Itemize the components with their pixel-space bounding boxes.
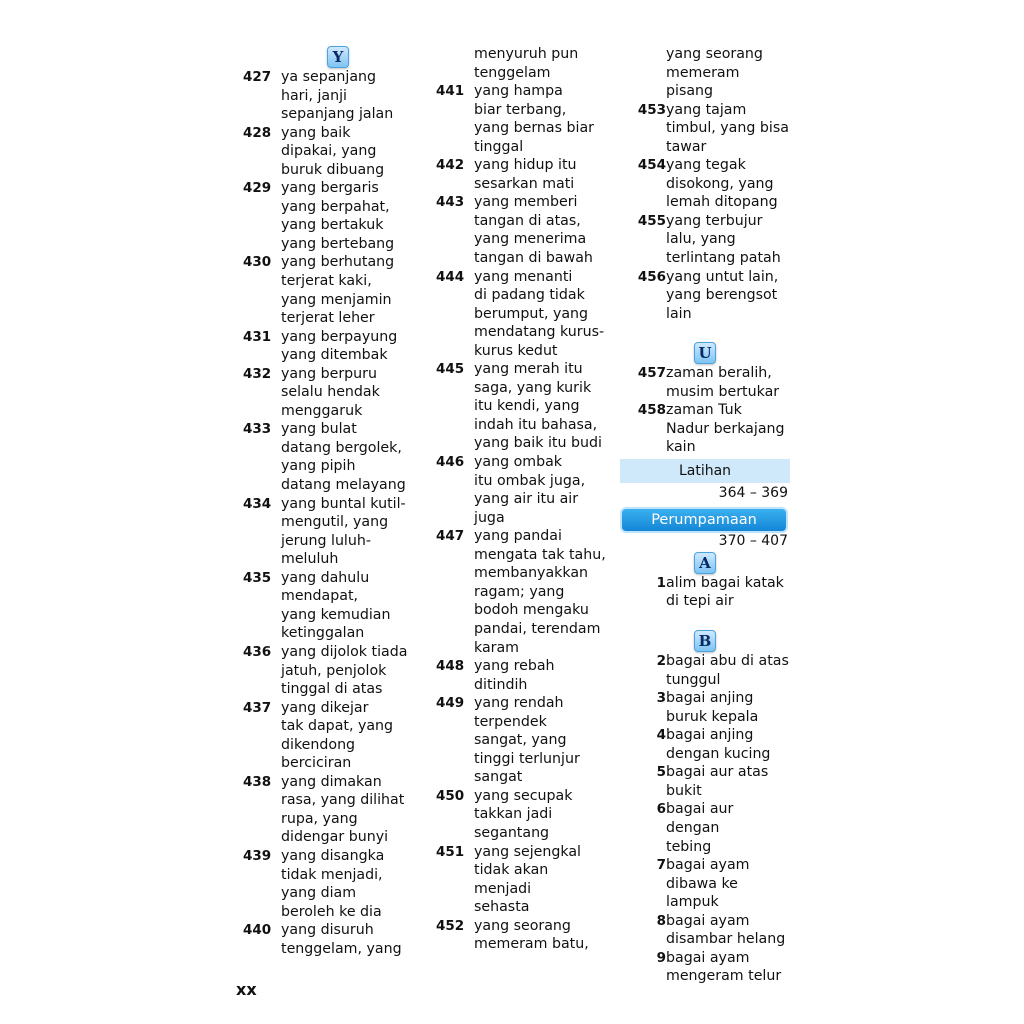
entry-number: 440 [243,922,272,939]
entry [243,643,433,699]
entry-number: 452 [436,917,465,934]
entry [436,156,616,193]
entry [436,193,616,267]
entry-text: yang tajam timbul, yang bisa tawar [666,101,789,155]
entry [436,657,616,694]
entry [436,527,616,657]
entry [436,917,616,954]
entry [620,689,790,726]
entry-text: yang hidup itu sesarkan mati [474,157,577,192]
entry [243,847,433,921]
entry-number: 5 [656,764,666,781]
entry [620,574,790,611]
entry-text: yang merah itu saga, yang kurik itu kendi, yang indah itu bahasa, yang baik itu budi [474,361,602,452]
entry [243,921,433,958]
entry-text: yang seorang memeram pisang [666,46,763,100]
entry-number: 7 [656,857,666,874]
entry-text: yang untut lain, yang berengsot lain [666,268,779,322]
entry-text: yang dikejar tak dapat, yang dikendong berciciran [281,699,394,772]
entry-number: 447 [436,528,465,545]
entry [620,912,790,949]
entry [243,253,433,327]
entry-text: bagai aur dengan tebing [666,801,734,855]
entry [243,179,433,253]
entry-text: yang sejengkal tidak akan menjadi sehasta [474,843,581,916]
section-header-y [243,47,433,67]
entry-list [620,652,790,986]
entry-number: 430 [243,254,272,271]
entry-number: 432 [243,365,272,382]
entry-number: 2 [656,653,666,670]
entry-text: bagai aur atas bukit [666,764,769,799]
entry-number: 1 [656,574,666,591]
entry [243,328,433,365]
entry [620,364,790,401]
entry-number: 445 [436,361,465,378]
entry [620,212,790,268]
letter-badge-y: Y [327,46,349,68]
entry [620,652,790,689]
entry-text: yang rebah ditindih [474,658,555,693]
entry-text: yang seorang memeram batu, [474,917,589,953]
entry-list [436,45,616,954]
entry-text: yang dijolok tiada jatuh, penjolok tinggal di atas [281,643,408,698]
entry [436,453,616,527]
entry-list [620,45,790,323]
entry [436,843,616,917]
entry-text: yang ombak itu ombak juga, yang air itu air juga [474,454,586,526]
entry-text: yang terbujur lalu, yang terlintang patah [666,212,781,267]
entry [620,45,790,101]
entry-text: yang hampa biar terbang, yang bernas biar tinggal [474,83,594,155]
entry-text: bagai anjing buruk kepala [666,690,759,725]
entry-text: bagai ayam disambar helang [666,912,786,948]
entry [436,787,616,843]
entry [243,68,433,124]
letter-badge-b: B [694,630,716,652]
entry [243,365,433,421]
entry-text: yang tegak disokong, yang lemah ditopang [666,157,778,211]
entry-number: 454 [637,157,666,174]
entry-number: 3 [656,690,666,707]
entry [620,949,790,986]
section-header-u [620,343,790,363]
entry-text: ya sepanjang hari, janji sepanjang jalan [281,69,394,123]
entry [436,268,616,361]
entry-number: 450 [436,787,465,804]
entry-number: 449 [436,695,465,712]
entry [436,45,616,82]
entry-text: yang bulat datang bergolek, yang pipih datang melayang [281,421,406,494]
entry-number: 442 [436,157,465,174]
entry-text: bagai ayam mengeram telur [666,949,782,985]
latihan-heading: Latihan [620,459,790,483]
entry [243,420,433,494]
entry-text: yang baik dipakai, yang buruk dibuang [281,124,385,178]
entry-list [620,364,790,457]
entry-text: yang secupak takkan jadi segantang [474,787,573,841]
entry-text: yang disangka tidak menjadi, yang diam beroleh ke dia [281,847,385,920]
entry [620,101,790,157]
entry [243,124,433,180]
entry-text: yang rendah terpendek sangat, yang tinggi terlunjur sangat [474,695,580,786]
entry-text: yang menanti di padang tidak berumput, yang mendatang kurus- kurus kedut [474,268,605,359]
entry-number: 437 [243,699,272,716]
entry-text: bagai ayam dibawa ke lampuk [666,857,750,911]
entry-number: 428 [243,124,272,141]
section-header-b [620,631,790,651]
entry-text: yang disuruh tenggelam, yang [281,922,402,957]
entry [620,726,790,763]
perumpamaan-range: 370 – 407 [718,532,788,549]
entry-number: 453 [637,101,666,118]
column-2 [436,45,616,954]
entry [436,82,616,156]
entry-text: yang berpuru selalu hendak menggaruk [281,365,380,419]
letter-badge-a: A [694,552,716,574]
entry-list [243,68,433,958]
entry-number: 451 [436,843,465,860]
page-number: xx [236,980,257,999]
entry-number: 441 [436,83,465,100]
column-1 [243,45,433,958]
entry-number: 438 [243,773,272,790]
entry-number: 431 [243,328,272,345]
entry-number: 458 [637,402,666,419]
entry-text: menyuruh pun tenggelam [474,46,579,81]
entry [620,156,790,212]
letter-badge-u: U [694,342,716,364]
entry-number: 429 [243,180,272,197]
entry-text: bagai abu di atas tunggul [666,653,789,688]
entry-text: yang bergaris yang berpahat, yang bertakuk yang bertebang [281,180,395,252]
entry-text: zaman beralih, musim bertukar [666,365,780,400]
entry [436,694,616,787]
entry-number: 457 [637,365,666,382]
entry-text: yang berpayung yang ditembak [281,328,398,364]
entry-text: yang memberi tangan di atas, yang menerima tangan di bawah [474,194,593,267]
entry-number: 456 [637,268,666,285]
entry [243,569,433,643]
entry [620,268,790,324]
entry-number: 443 [436,194,465,211]
entry-number: 455 [637,212,666,229]
latihan-range: 364 – 369 [718,484,788,501]
column-3 [620,45,790,986]
entry-number: 6 [656,801,666,818]
spacer [620,611,790,629]
spacer [620,323,790,341]
entry-number: 9 [656,949,666,966]
entry-number: 427 [243,69,272,85]
entry-number: 433 [243,421,272,438]
entry-text: bagai anjing dengan kucing [666,727,771,762]
entry-number: 444 [436,268,465,285]
entry-list [620,574,790,611]
perumpamaan-heading: Perumpamaan [622,509,786,531]
entry-number: 448 [436,658,465,675]
entry-text: yang dahulu mendapat, yang kemudian ketinggalan [281,569,391,642]
entry [243,773,433,847]
entry [243,699,433,773]
entry [436,360,616,453]
entry-text: yang pandai mengata tak tahu, membanyakkan ragam; yang bodoh mengaku pandai, terendam karam [474,528,606,656]
entry [620,763,790,800]
section-header-a [620,553,790,573]
entry-number: 434 [243,495,272,512]
entry-number: 436 [243,643,272,660]
entry-number: 446 [436,454,465,471]
entry [620,401,790,457]
entry-text: alim bagai katak di tepi air [666,574,784,610]
entry-text: yang berhutang terjerat kaki, yang menjamin terjerat leher [281,254,395,327]
entry-text: zaman Tuk Nadur berkajang kain [666,402,785,456]
entry-text: yang buntal kutil- mengutil, yang jerung luluh- meluluh [281,495,406,568]
entry [243,495,433,569]
entry-number: 4 [656,727,666,744]
entry [620,800,790,856]
entry-number: 8 [656,912,666,929]
entry-number: 439 [243,847,272,864]
entry-number: 435 [243,569,272,586]
entry [620,856,790,912]
entry-text: yang dimakan rasa, yang dilihat rupa, yang didengar bunyi [281,773,405,846]
